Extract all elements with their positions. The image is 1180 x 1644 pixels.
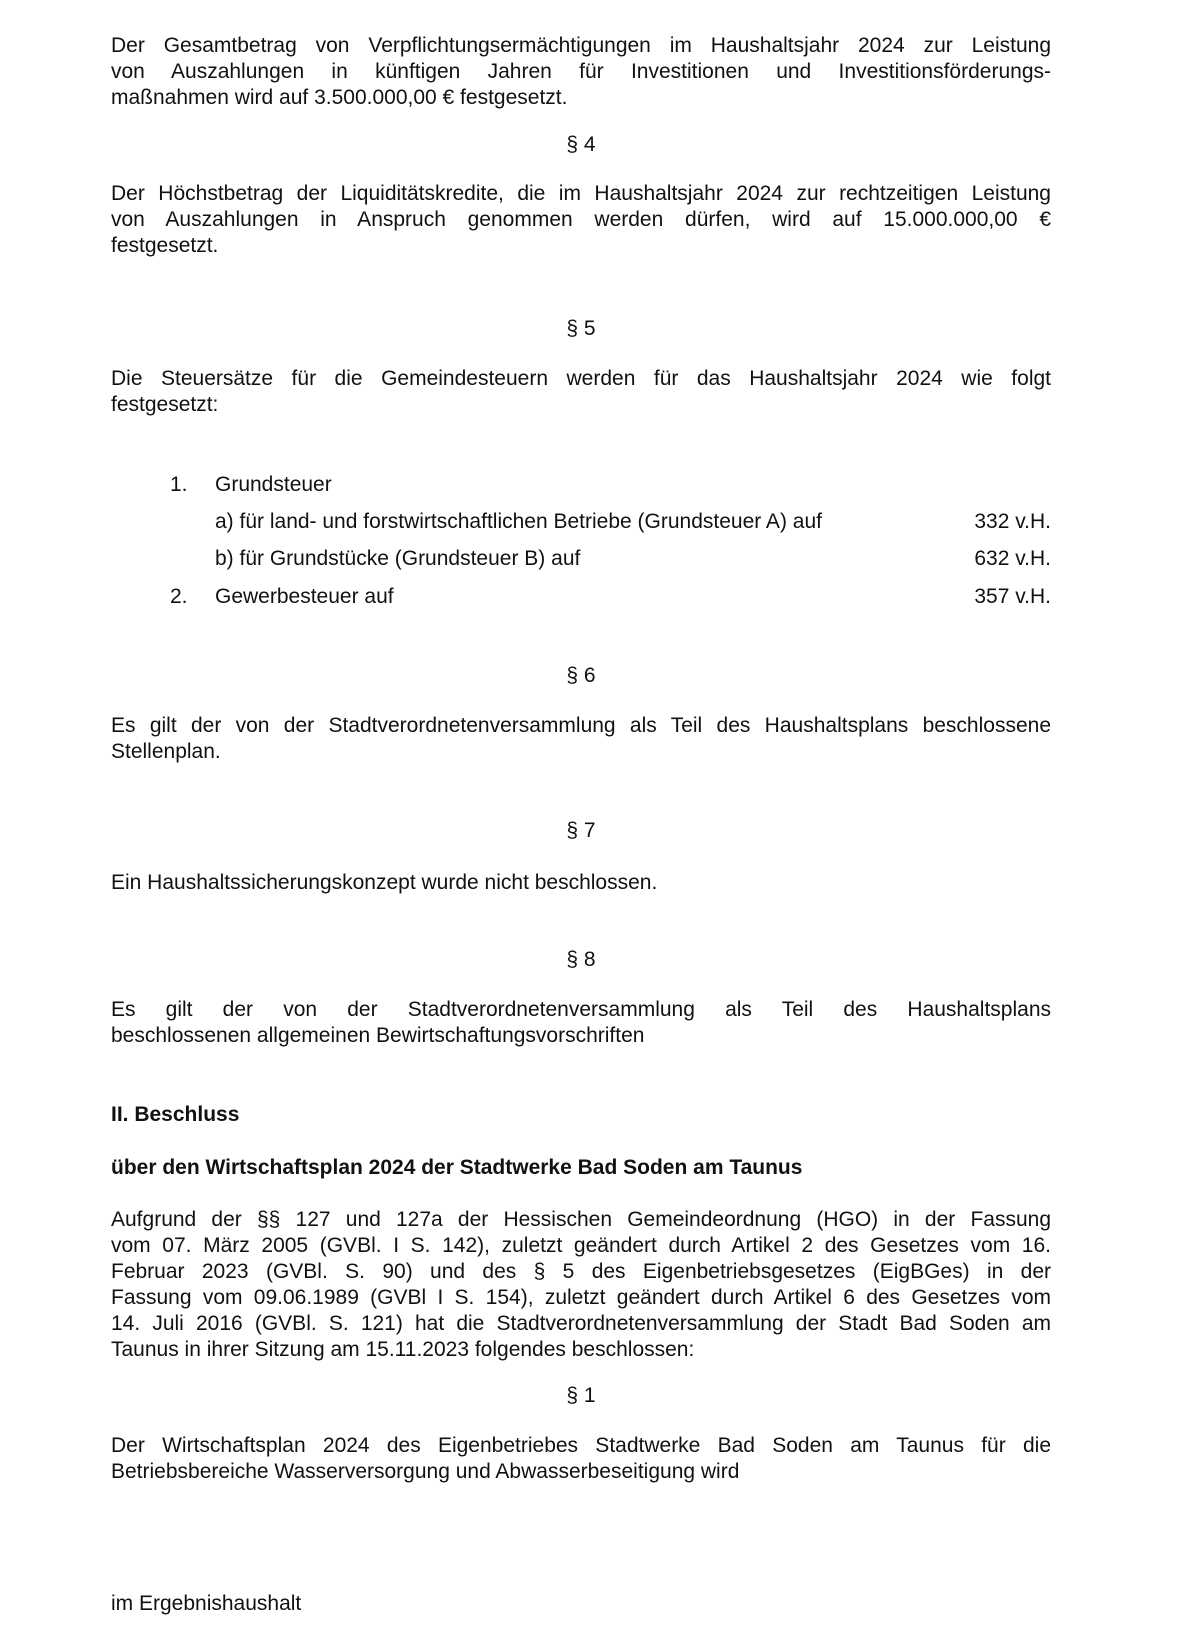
text-line: von Auszahlungen in Anspruch genommen werden dürfen, wird auf 15.000.000,00 € [111, 208, 1051, 231]
section-heading-4: § 4 [566, 133, 596, 156]
paragraph-rechtsgrundlage [111, 1207, 1051, 1363]
text-line: 14. Juli 2016 (GVBl. S. 121) hat die Stadtverordnetenversammlung der Stadt Bad Soden am [111, 1312, 1051, 1335]
list-number-2: 2. [170, 585, 188, 608]
text-line: festgesetzt: [111, 393, 219, 416]
list-number-1: 1. [170, 473, 188, 496]
text-line: Februar 2023 (GVBl. S. 90) und des § 5 des Eigenbetriebsgesetzes (EigBGes) in der [111, 1260, 1051, 1283]
text-line: festgesetzt. [111, 234, 219, 257]
part-2-subtitle: über den Wirtschaftsplan 2024 der Stadtwerke Bad Soden am Taunus [111, 1156, 803, 1179]
text-line: maßnahmen wird auf 3.500.000,00 € festgesetzt. [111, 86, 568, 109]
section-heading-5: § 5 [566, 317, 596, 340]
section-heading-8: § 8 [566, 948, 596, 971]
rate-grundsteuer-a: 332 v.H. [974, 510, 1051, 533]
section-heading-7: § 7 [566, 819, 596, 842]
paragraph-liquiditaetskredite [111, 181, 1051, 259]
label-ergebnishaushalt: im Ergebnishaushalt [111, 1592, 302, 1615]
text-line: Der Höchstbetrag der Liquiditätskredite, die im Haushaltsjahr 2024 zur rechtzeitigen Leistung [111, 182, 1051, 205]
list-label-gewerbesteuer: Gewerbesteuer auf [215, 585, 394, 608]
paragraph-stellenplan [111, 713, 1051, 765]
paragraph-haushaltssicherungskonzept: Ein Haushaltssicherungskonzept wurde nicht beschlossen. [111, 871, 658, 894]
text-line: Betriebsbereiche Wasserversorgung und Abwasserbeseitigung wird [111, 1460, 740, 1483]
text-line: Fassung vom 09.06.1989 (GVBl I S. 154), zuletzt geändert durch Artikel 6 des Gesetzes vom [111, 1286, 1051, 1309]
part-2-section-heading-1: § 1 [566, 1384, 596, 1407]
list-label-grundsteuer: Grundsteuer [215, 473, 332, 496]
paragraph-verpflichtungsermaechtigungen [111, 33, 1051, 111]
rate-grundsteuer-b: 632 v.H. [974, 547, 1051, 570]
paragraph-steuersaetze [111, 366, 1051, 418]
rate-gewerbesteuer: 357 v.H. [974, 585, 1051, 608]
text-line: Der Wirtschaftsplan 2024 des Eigenbetriebes Stadtwerke Bad Soden am Taunus für die [111, 1434, 1051, 1457]
list-label-grundsteuer-a: a) für land- und forstwirtschaftlichen Betriebe (Grundsteuer A) auf [215, 510, 822, 533]
text-line: Aufgrund der §§ 127 und 127a der Hessischen Gemeindeordnung (HGO) in der Fassung [111, 1208, 1051, 1231]
text-line: Es gilt der von der Stadtverordnetenversammlung als Teil des Haushaltsplans [111, 998, 1051, 1021]
text-line: Stellenplan. [111, 740, 221, 763]
paragraph-wirtschaftsplan [111, 1433, 1051, 1485]
part-2-title: II. Beschluss [111, 1103, 240, 1126]
text-line: beschlossenen allgemeinen Bewirtschaftungsvorschriften [111, 1024, 645, 1047]
list-label-grundsteuer-b: b) für Grundstücke (Grundsteuer B) auf [215, 547, 581, 570]
text-line: Taunus in ihrer Sitzung am 15.11.2023 folgendes beschlossen: [111, 1338, 695, 1361]
text-line: vom 07. März 2005 (GVBl. I S. 142), zuletzt geändert durch Artikel 2 des Gesetzes vom 16. [111, 1234, 1051, 1257]
text-line: Die Steuersätze für die Gemeindesteuern werden für das Haushaltsjahr 2024 wie folgt [111, 367, 1051, 390]
paragraph-bewirtschaftungsvorschriften [111, 997, 1051, 1049]
section-heading-6: § 6 [566, 664, 596, 687]
text-line: Es gilt der von der Stadtverordnetenversammlung als Teil des Haushaltsplans beschlossene [111, 714, 1051, 737]
text-line: von Auszahlungen in künftigen Jahren für Investitionen und Investitionsförderungs- [111, 60, 1051, 83]
text-line: Der Gesamtbetrag von Verpflichtungsermächtigungen im Haushaltsjahr 2024 zur Leistung [111, 34, 1051, 57]
